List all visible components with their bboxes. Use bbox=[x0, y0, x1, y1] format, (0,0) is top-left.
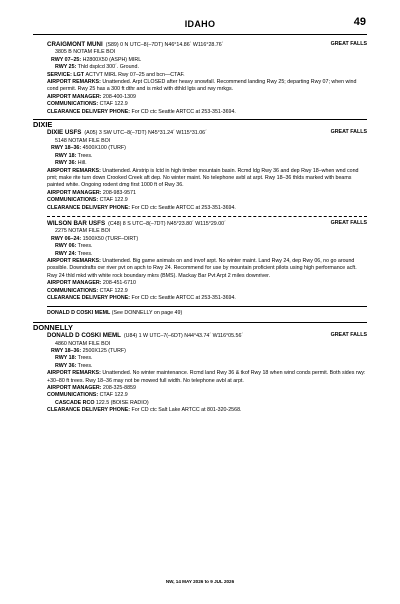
cross-reference-note: (See DONNELLY on page 49) bbox=[110, 310, 183, 317]
comm-value: CTAF 122.9 bbox=[98, 101, 128, 108]
city-heading: DIXIE bbox=[33, 120, 53, 130]
service-lgt: LGT bbox=[71, 71, 86, 78]
cross-reference bbox=[33, 310, 367, 317]
runway-value: Trees. bbox=[76, 355, 93, 362]
runway-label: RWY 18–36: bbox=[51, 348, 82, 355]
remarks-label: AIRPORT REMARKS: bbox=[47, 167, 101, 174]
clearance-label: CLEARANCE DELIVERY PHONE: bbox=[47, 108, 130, 115]
manager-label: AIRPORT MANAGER: bbox=[47, 189, 102, 196]
elevation-line: 5148 NOTAM FILE BOI bbox=[55, 137, 111, 144]
comm-label: COMMUNICATIONS: bbox=[47, 101, 99, 108]
cross-reference-name: DONALD D COSKI MEML bbox=[47, 310, 111, 317]
header-rule bbox=[33, 34, 367, 35]
airport-name: DIXIE USFS bbox=[47, 129, 82, 137]
runway-value: Trees. bbox=[76, 250, 93, 257]
city-rule bbox=[33, 119, 367, 120]
region-label: GREAT FALLS bbox=[330, 219, 367, 226]
clearance-value: For CD ctc Salt Lake ARTCC at 801-320-2568. bbox=[130, 407, 242, 414]
manager-phone: 208-325-8859 bbox=[101, 385, 136, 392]
edition-footer: NW, 14 MAY 2026 to 9 JUL 2026 bbox=[165, 579, 235, 584]
manager-label: AIRPORT MANAGER: bbox=[47, 93, 102, 100]
service-label: SERVICE: bbox=[47, 71, 72, 78]
runway-label: RWY 24: bbox=[55, 250, 77, 257]
clearance-label: CLEARANCE DELIVERY PHONE: bbox=[47, 204, 130, 211]
airport-name: WILSON BAR USFS bbox=[47, 219, 106, 227]
manager-phone: 208-983-9571 bbox=[101, 189, 136, 196]
runway-value: Trees. bbox=[76, 152, 93, 159]
airport-name: DONALD D COSKI MEML bbox=[47, 332, 121, 340]
runway-label: RWY 07–25: bbox=[51, 56, 82, 63]
city-heading: DONNELLY bbox=[33, 322, 73, 332]
region-label: GREAT FALLS bbox=[330, 41, 367, 47]
runway-label: RWY 36: bbox=[55, 160, 77, 167]
remarks-label: AIRPORT REMARKS: bbox=[47, 370, 101, 377]
runway-value: Hill. bbox=[76, 160, 87, 167]
runway-label: RWY 25: bbox=[55, 64, 77, 71]
comm-value: CTAF 122.9 bbox=[98, 392, 128, 399]
manager-phone: 208-451-6710 bbox=[101, 280, 136, 287]
airport-id-line: (U84) 1 W UTC–7(–6DT) N44°43.74´ W116°05.56´ bbox=[123, 333, 244, 340]
elevation-line: 2275 NOTAM FILE BOI bbox=[55, 228, 111, 235]
runway-value: 2500X125 (TURF) bbox=[81, 348, 126, 355]
runway-value: Trees. bbox=[76, 243, 93, 250]
comm-label: COMMUNICATIONS: bbox=[47, 197, 99, 204]
remarks-label: AIRPORT REMARKS: bbox=[47, 79, 101, 86]
rco-label: CASCADE RCO bbox=[55, 399, 95, 406]
airport-entry-craigmont bbox=[33, 41, 367, 116]
airport-entry-coski bbox=[33, 332, 367, 414]
runway-value: 1500X50 (TURF–DIRT) bbox=[81, 235, 139, 242]
state-title: IDAHO bbox=[184, 19, 216, 29]
clearance-label: CLEARANCE DELIVERY PHONE: bbox=[47, 295, 130, 301]
runway-value: H2800X50 (ASPH) MIRL bbox=[81, 56, 142, 63]
runway-value: Thld dsplcd 300´. Ground. bbox=[76, 64, 139, 71]
rco-value: 122.5 (BOISE RADIO) bbox=[94, 399, 149, 406]
manager-label: AIRPORT MANAGER: bbox=[47, 385, 102, 392]
runway-value: Trees. bbox=[76, 362, 93, 369]
city-rule bbox=[33, 322, 367, 323]
runway-value: 4500X100 (TURF) bbox=[81, 145, 126, 152]
comm-label: COMMUNICATIONS: bbox=[47, 287, 99, 294]
runway-label: RWY 36: bbox=[55, 362, 77, 369]
region-label: GREAT FALLS bbox=[330, 332, 367, 339]
airport-entry-wilson-bar bbox=[33, 220, 367, 302]
remarks-text: Unattended. Arpt CLOSED after heavy snowfall. Recommend landing Rwy 25; departing Rwy 07; when wind cond permit. Rwy 25 has a 300 ft dthr and is mkd with dthld lgts and rwy mrkgs. bbox=[47, 79, 357, 93]
remarks-text: Unattended. Big game animals on and invof arpt. No winter maint. Land Rwy 24, dep Rwy 06, no go around possible. Downdrafts ovr river pvt on apch to Rwy 24. Recommend for use by mountain proficient pilots using high performance acft. Rwy 24 thld mkd with white rock boundary mkrs (BMS). Mackay Bar Pvt Arpt 2 miles downriver. bbox=[47, 257, 357, 279]
airport-id-line: (S89) 0 N UTC–8(–7DT) N46°14.86´ W116°28.76´ bbox=[105, 42, 224, 48]
clearance-label: CLEARANCE DELIVERY PHONE: bbox=[47, 407, 130, 414]
service-value: ACTVT MIRL Rwy 07–25 and bcn—CTAF. bbox=[85, 71, 185, 78]
runway-label: RWY 18: bbox=[55, 355, 77, 362]
page-number: 49 bbox=[353, 16, 366, 28]
comm-value: CTAF 122.9 bbox=[98, 287, 128, 294]
clearance-value: For CD ctc Seattle ARTCC at 253-351-3694. bbox=[130, 204, 236, 211]
remarks-label: AIRPORT REMARKS: bbox=[47, 257, 101, 264]
comm-label: COMMUNICATIONS: bbox=[47, 392, 99, 399]
page-content bbox=[33, 41, 367, 415]
entry-separator bbox=[47, 306, 367, 307]
elevation-line: 3805 B NOTAM FILE BOI bbox=[55, 49, 116, 56]
runway-label: RWY 18–36: bbox=[51, 145, 82, 152]
airport-id-line: (C48) 8 S UTC–8(–7DT) N45°23.80´ W115°29.00´ bbox=[108, 220, 226, 227]
airport-id-line: (A05) 3 SW UTC–8(–7DT) N45°31.24´ W115°31.06´ bbox=[84, 130, 207, 137]
remarks-text: Unattended. No winter maintenance. Rcmd land Rwy 36 & tkof Rwy 18 when wind conds permit. Both sides rwy: +30–80 ft trees. Rwy 18–36 may not be mowed full width. No telephone avbl at arpt. bbox=[47, 370, 366, 384]
region-label: GREAT FALLS bbox=[330, 129, 367, 136]
remarks-text: Unattended. Airstrip is lctd in high timber mountain basin. Rcmd ldg Rwy 36 and dep Rwy 18–when wnd cond pmt; make rite turn down Crooked Creek aft dep. No winter maint. No telephone avbl at arpt. Rwy 18–36 thlds marked with beams painted white. Ongoing rodent dmg first 1000 ft of Rwy 36. bbox=[47, 167, 359, 189]
entry-separator bbox=[47, 216, 367, 217]
elevation-line: 4860 NOTAM FILE BOI bbox=[55, 340, 111, 347]
airport-entry-dixie bbox=[33, 129, 367, 211]
runway-label: RWY 18: bbox=[55, 152, 77, 159]
clearance-value: For CD ctc Seattle ARTCC at 253-351-3694. bbox=[130, 108, 236, 115]
comm-value: CTAF 122.9 bbox=[98, 197, 128, 204]
runway-label: RWY 06–24: bbox=[51, 235, 82, 242]
manager-phone: 208-400-1309 bbox=[101, 93, 136, 100]
airport-name: CRAIGMONT MUNI bbox=[47, 41, 103, 48]
clearance-value: For CD ctc Seattle ARTCC at 253-351-3694. bbox=[130, 295, 236, 301]
manager-label: AIRPORT MANAGER: bbox=[47, 280, 102, 287]
runway-label: RWY 06: bbox=[55, 243, 77, 250]
